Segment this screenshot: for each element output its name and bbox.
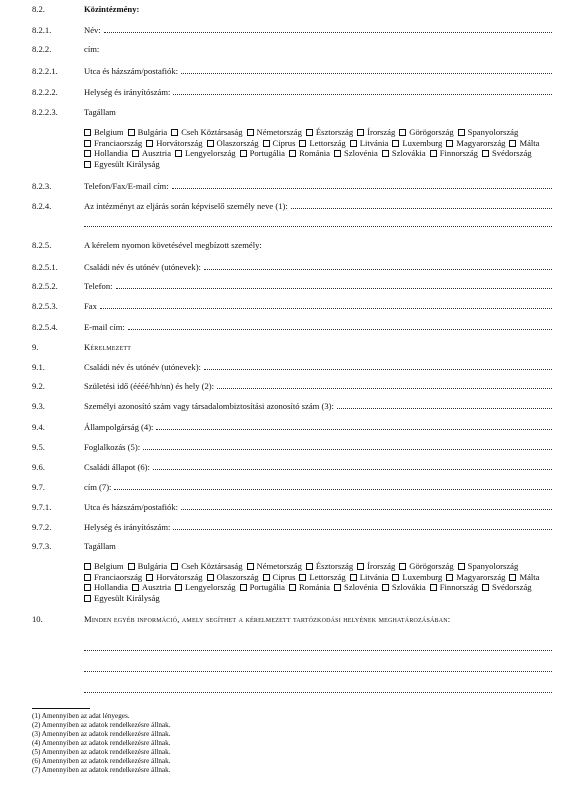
fill-line[interactable]	[181, 73, 552, 74]
checkbox[interactable]	[146, 574, 153, 581]
fill-line[interactable]	[217, 388, 552, 389]
country-option[interactable]	[482, 582, 532, 593]
country-label: Egyesült Királyság	[94, 158, 160, 169]
fill-line-10b[interactable]	[84, 671, 552, 672]
country-option[interactable]	[306, 561, 353, 572]
fill-line[interactable]	[291, 208, 552, 209]
checkbox[interactable]	[334, 584, 341, 591]
checkbox[interactable]	[128, 129, 135, 136]
fill-line[interactable]	[172, 188, 552, 189]
section-8-2-heading: 8.2. Közintézmény:	[32, 4, 140, 14]
country-label: Lengyelország	[185, 148, 236, 159]
country-label: Portugália	[249, 148, 285, 159]
country-label: Spanyolország	[467, 561, 519, 571]
checkbox[interactable]	[399, 129, 406, 136]
checkbox[interactable]	[350, 140, 357, 147]
country-option[interactable]	[350, 572, 389, 583]
country-label: Spanyolország	[467, 127, 519, 137]
country-option[interactable]	[482, 148, 532, 159]
footnote-4: (4) Amennyiben az adatok rendelkezésre állnak.	[32, 739, 171, 747]
field-8-2-5-2[interactable]: 8.2.5.2. Telefon:	[32, 281, 552, 291]
country-label: Írország	[367, 127, 396, 137]
checkbox[interactable]	[175, 584, 182, 591]
country-option[interactable]	[509, 138, 539, 149]
country-option[interactable]	[84, 138, 142, 149]
country-label: Észtország	[315, 127, 354, 137]
field-8-2-4[interactable]: 8.2.4. Az intézményt az eljárás során képviselő személy neve (1):	[32, 201, 552, 211]
country-label: Lettország	[309, 571, 346, 582]
checkbox[interactable]	[240, 150, 247, 157]
fill-line[interactable]	[153, 469, 552, 470]
country-label: Németország	[256, 127, 302, 137]
fill-line[interactable]	[156, 429, 552, 430]
field-9-2[interactable]: 9.2. Születési idő (éééé/hh/nn) és hely (2):	[32, 381, 552, 391]
fill-line-10c[interactable]	[84, 692, 552, 693]
checkbox[interactable]	[289, 584, 296, 591]
country-option[interactable]	[128, 561, 168, 572]
country-option[interactable]	[132, 582, 171, 593]
fill-line-extra[interactable]	[84, 226, 552, 227]
country-label: Egyesült Királyság	[94, 592, 160, 603]
country-label: Cseh Köztársaság	[181, 127, 243, 137]
checkbox[interactable]	[382, 150, 389, 157]
checkbox[interactable]	[171, 129, 178, 136]
country-label: Szlovénia	[343, 582, 378, 593]
field-9-5[interactable]: 9.5. Foglalkozás (5):	[32, 442, 552, 452]
field-9-1[interactable]: 9.1. Családi név és utónév (utónevek):	[32, 362, 552, 372]
country-option[interactable]	[382, 148, 426, 159]
field-8-2-2-2[interactable]: 8.2.2.2. Helység és irányítószám:	[32, 87, 552, 97]
country-label: Finnország	[439, 148, 478, 159]
country-label: Románia	[298, 148, 330, 159]
checkbox[interactable]	[458, 129, 465, 136]
member-state-checkboxes-1	[84, 127, 554, 169]
checkbox[interactable]	[84, 140, 91, 147]
field-9-7-3: 9.7.3. Tagállam	[32, 541, 116, 551]
checkbox[interactable]	[207, 140, 214, 147]
country-label: Finnország	[439, 582, 478, 593]
checkbox[interactable]	[84, 563, 91, 570]
fill-line[interactable]	[143, 449, 552, 450]
country-label: Olaszország	[216, 571, 259, 582]
checkbox[interactable]	[382, 584, 389, 591]
country-label: Cseh Köztársaság	[181, 561, 243, 571]
country-option[interactable]	[84, 561, 124, 572]
country-label: Horvátország	[156, 137, 203, 148]
country-label: Magyarország	[456, 137, 506, 148]
field-9-7-1[interactable]: 9.7.1. Utca és házszám/postafiók:	[32, 502, 552, 512]
country-label: Ausztria	[141, 582, 172, 593]
checkbox[interactable]	[84, 150, 91, 157]
country-label: Görögország	[409, 561, 454, 571]
country-label: Írország	[367, 561, 396, 571]
country-option[interactable]	[446, 138, 505, 149]
country-label: Szlovénia	[343, 148, 378, 159]
checkbox[interactable]	[132, 584, 139, 591]
country-option[interactable]	[84, 148, 128, 159]
country-option[interactable]	[84, 572, 142, 583]
field-9-6[interactable]: 9.6. Családi állapot (6):	[32, 462, 552, 472]
country-option[interactable]	[247, 127, 302, 138]
field-8-2-5-4[interactable]: 8.2.5.4. E-mail cím:	[32, 322, 552, 332]
checkbox[interactable]	[299, 140, 306, 147]
field-8-2-5-1[interactable]: 8.2.5.1. Családi név és utónév (utónevek):	[32, 262, 552, 272]
field-8-2-2-3: 8.2.2.3. Tagállam	[32, 107, 116, 117]
checkbox[interactable]	[84, 161, 91, 168]
country-option[interactable]	[357, 561, 395, 572]
country-label: Lettország	[309, 137, 346, 148]
fill-line[interactable]	[337, 408, 552, 409]
country-label: Bulgária	[137, 561, 168, 571]
footnote-3: (3) Amennyiben az adatok rendelkezésre állnak.	[32, 730, 171, 738]
checkbox[interactable]	[446, 140, 453, 147]
country-label: Ausztria	[141, 148, 172, 159]
checkbox[interactable]	[482, 584, 489, 591]
country-label: Olaszország	[216, 137, 259, 148]
country-label: Ciprus	[272, 571, 296, 582]
country-option[interactable]	[382, 582, 426, 593]
checkbox[interactable]	[392, 140, 399, 147]
country-label: Litvánia	[359, 571, 389, 582]
country-label: Svédország	[491, 582, 532, 593]
country-label: Szlovákia	[391, 148, 426, 159]
checkbox[interactable]	[446, 574, 453, 581]
country-option[interactable]	[84, 593, 160, 604]
checkbox[interactable]	[263, 574, 270, 581]
country-option[interactable]	[357, 127, 395, 138]
field-9-7-2[interactable]: 9.7.2. Helység és irányítószám:	[32, 522, 552, 532]
country-label: Észtország	[315, 561, 354, 571]
section-8-2-5: 8.2.5. A kérelem nyomon követésével megbízott személy:	[32, 240, 262, 250]
country-option[interactable]	[84, 159, 160, 170]
country-option[interactable]	[207, 572, 259, 583]
country-option[interactable]	[128, 127, 168, 138]
country-option[interactable]	[175, 582, 236, 593]
checkbox[interactable]	[430, 584, 437, 591]
country-label: Bulgária	[137, 127, 168, 137]
section-9-heading: 9. Kérelmezett	[32, 342, 132, 352]
country-label: Litvánia	[359, 137, 389, 148]
country-option[interactable]	[240, 582, 285, 593]
country-label: Luxemburg	[402, 571, 443, 582]
country-label: Belgium	[94, 127, 124, 137]
fill-line[interactable]	[181, 509, 552, 510]
country-option[interactable]	[175, 148, 236, 159]
country-label: Luxemburg	[402, 137, 443, 148]
checkbox[interactable]	[263, 140, 270, 147]
field-9-3[interactable]: 9.3. Személyi azonosító szám vagy társadalombiztosítási azonosító szám (3):	[32, 401, 552, 411]
country-label: Magyarország	[456, 571, 506, 582]
country-option[interactable]	[299, 138, 345, 149]
checkbox[interactable]	[84, 574, 91, 581]
checkbox[interactable]	[430, 150, 437, 157]
country-option[interactable]	[334, 582, 378, 593]
field-8-2-2: 8.2.2. cím:	[32, 44, 100, 54]
checkbox[interactable]	[132, 150, 139, 157]
checkbox[interactable]	[84, 129, 91, 136]
checkbox[interactable]	[240, 584, 247, 591]
fill-line[interactable]	[100, 308, 552, 309]
country-option[interactable]	[299, 572, 345, 583]
country-option[interactable]	[146, 138, 202, 149]
footnote-7: (7) Amennyiben az adatok rendelkezésre állnak.	[32, 766, 171, 774]
checkbox[interactable]	[306, 129, 313, 136]
country-label: Ciprus	[272, 137, 296, 148]
country-option[interactable]	[84, 127, 124, 138]
country-option[interactable]	[430, 148, 478, 159]
fill-line[interactable]	[104, 32, 552, 33]
country-label: Málta	[519, 137, 540, 148]
fill-line[interactable]	[173, 94, 552, 95]
country-option[interactable]	[171, 127, 242, 138]
country-label: Belgium	[94, 561, 124, 571]
country-option[interactable]	[84, 582, 128, 593]
checkbox[interactable]	[458, 563, 465, 570]
field-8-2-1[interactable]: 8.2.1. Név:	[32, 25, 552, 35]
country-option[interactable]	[263, 138, 296, 149]
country-option[interactable]	[399, 127, 453, 138]
fill-line[interactable]	[114, 489, 552, 490]
field-9-4[interactable]: 9.4. Állampolgárság (4):	[32, 422, 552, 432]
footnote-5: (5) Amennyiben az adatok rendelkezésre állnak.	[32, 748, 171, 756]
country-label: Franciaország	[94, 571, 143, 582]
country-label: Hollandia	[94, 582, 128, 593]
country-option[interactable]	[207, 138, 259, 149]
field-8-2-3[interactable]: 8.2.3. Telefon/Fax/E-mail cím:	[32, 181, 552, 191]
country-option[interactable]	[132, 148, 171, 159]
country-label: Németország	[256, 561, 302, 571]
country-option[interactable]	[289, 582, 330, 593]
checkbox[interactable]	[207, 574, 214, 581]
field-9-7[interactable]: 9.7. cím (7):	[32, 482, 552, 492]
checkbox[interactable]	[482, 150, 489, 157]
country-label: Svédország	[491, 148, 532, 159]
country-option[interactable]	[509, 572, 539, 583]
checkbox[interactable]	[392, 574, 399, 581]
footnote-1: (1) Amennyiben az adat lényeges.	[32, 712, 130, 720]
fill-line[interactable]	[116, 288, 552, 289]
checkbox[interactable]	[146, 140, 153, 147]
country-option[interactable]	[171, 561, 242, 572]
checkbox[interactable]	[357, 563, 364, 570]
country-label: Szlovákia	[391, 582, 426, 593]
checkbox[interactable]	[247, 563, 254, 570]
country-option[interactable]	[350, 138, 389, 149]
checkbox[interactable]	[84, 584, 91, 591]
checkbox[interactable]	[128, 563, 135, 570]
country-option[interactable]	[392, 572, 442, 583]
country-label: Görögország	[409, 127, 454, 137]
country-label: Lengyelország	[185, 582, 236, 593]
country-label: Horvátország	[156, 571, 203, 582]
country-option[interactable]	[458, 127, 519, 138]
member-state-checkboxes-2	[84, 561, 554, 603]
footnote-divider	[32, 708, 90, 709]
checkbox[interactable]	[299, 574, 306, 581]
country-label: Portugália	[249, 582, 285, 593]
country-option[interactable]	[263, 572, 296, 583]
checkbox[interactable]	[357, 129, 364, 136]
fill-line[interactable]	[204, 269, 552, 270]
footnote-6: (6) Amennyiben az adatok rendelkezésre állnak.	[32, 757, 171, 765]
country-label: Franciaország	[94, 137, 143, 148]
checkbox[interactable]	[350, 574, 357, 581]
fill-line-10a[interactable]	[84, 650, 552, 651]
country-option[interactable]	[399, 561, 453, 572]
checkbox[interactable]	[171, 563, 178, 570]
country-label: Málta	[519, 571, 540, 582]
country-option[interactable]	[146, 572, 202, 583]
section-10-label: Minden egyéb információ, amely segíthet a kérelmezett tartózkodási helyének meghatározásában:	[84, 614, 451, 624]
fill-line[interactable]	[173, 529, 552, 530]
checkbox[interactable]	[334, 150, 341, 157]
field-8-2-5-3[interactable]: 8.2.5.3. Fax	[32, 301, 552, 311]
country-option[interactable]	[334, 148, 378, 159]
fill-line[interactable]	[128, 329, 552, 330]
checkbox[interactable]	[509, 574, 516, 581]
country-label: Hollandia	[94, 148, 128, 159]
field-8-2-2-1[interactable]: 8.2.2.1. Utca és házszám/postafiók:	[32, 66, 552, 76]
country-option[interactable]	[430, 582, 478, 593]
checkbox[interactable]	[509, 140, 516, 147]
country-label: Románia	[298, 582, 330, 593]
checkbox[interactable]	[399, 563, 406, 570]
country-option[interactable]	[446, 572, 505, 583]
checkbox[interactable]	[84, 595, 91, 602]
country-option[interactable]	[247, 561, 302, 572]
checkbox[interactable]	[175, 150, 182, 157]
country-option[interactable]	[392, 138, 442, 149]
checkbox[interactable]	[247, 129, 254, 136]
country-option[interactable]	[240, 148, 285, 159]
section-10-num: 10.	[32, 614, 43, 624]
fill-line[interactable]	[204, 369, 552, 370]
checkbox[interactable]	[289, 150, 296, 157]
country-option[interactable]	[306, 127, 353, 138]
country-option[interactable]	[289, 148, 330, 159]
checkbox[interactable]	[306, 563, 313, 570]
footnote-2: (2) Amennyiben az adatok rendelkezésre állnak.	[32, 721, 171, 729]
country-option[interactable]	[458, 561, 519, 572]
